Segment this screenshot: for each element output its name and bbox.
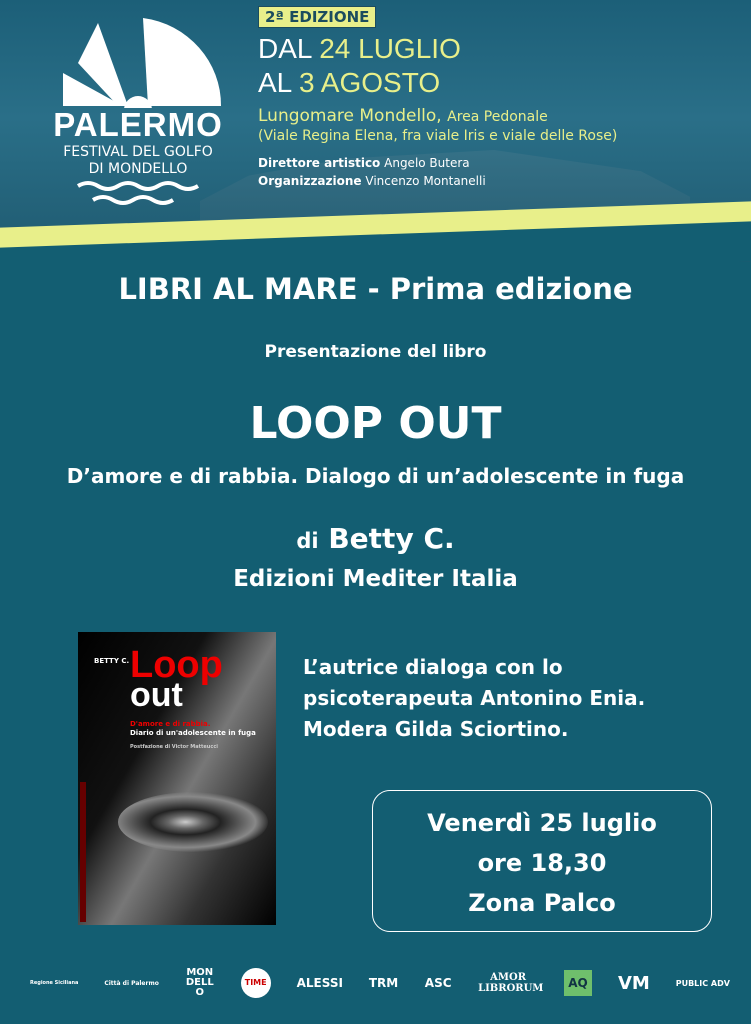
location-main: Lungomare Mondello, <box>258 106 442 126</box>
sun-fan-icon <box>53 18 223 108</box>
cover-postface: Postfazione di Victor Matteucci <box>130 744 219 750</box>
description-line: Modera Gilda Sciortino. <box>303 717 569 741</box>
location <box>258 106 617 126</box>
date-prefix: DAL <box>258 33 312 64</box>
waves-icon <box>73 178 203 208</box>
event-description <box>303 652 645 745</box>
author-name: Betty C. <box>328 522 455 555</box>
description-line: L’autrice dialoga con lo <box>303 655 563 679</box>
cover-title: out <box>130 676 183 714</box>
start-date: 24 LUGLIO <box>319 33 461 64</box>
eye-image <box>118 792 268 852</box>
festival-dates <box>258 32 617 100</box>
book-cover <box>78 632 276 925</box>
book-title: LOOP OUT <box>249 398 502 449</box>
intro-text: Presentazione del libro <box>264 342 487 362</box>
description-line: psicoterapeuta Antonino Enia. <box>303 686 646 710</box>
publisher: Edizioni Mediter Italia <box>233 566 518 592</box>
logo-subtitle: DI MONDELLO <box>88 161 188 177</box>
director-label: Direttore artistico <box>258 156 381 170</box>
sponsor-logo: AQ <box>564 970 592 996</box>
logo-name: PALERMO <box>53 106 223 143</box>
book-subtitle: D’amore e di rabbia. Dialogo di un’adolescente in fuga <box>66 464 685 488</box>
address: (Viale Regina Elena, fra viale Iris e viale delle Rose) <box>258 128 618 144</box>
event-date: Venerdì 25 luglio <box>427 809 657 837</box>
end-date: 3 AGOSTO <box>299 67 441 98</box>
sponsor-logo: AMOR LIBRORUM <box>478 972 544 994</box>
sponsor-logo: TRM <box>368 976 399 990</box>
cover-subtitle: D'amore e di rabbia. <box>130 720 211 728</box>
organization-name: Vincenzo Montanelli <box>365 174 486 188</box>
sponsor-logos <box>30 968 730 998</box>
cover-spine-mark <box>80 782 86 922</box>
cover-subtitle: Diario di un'adolescente in fuga <box>130 729 256 737</box>
event-time: ore 18,30 <box>477 849 607 877</box>
event-place: Zona Palco <box>468 889 616 917</box>
festival-header <box>0 0 751 262</box>
sponsor-logo: ASC <box>424 976 452 990</box>
cover-author: BETTY C. <box>94 657 130 665</box>
event-datetime-box <box>372 790 712 932</box>
date-prefix: AL <box>258 67 292 98</box>
logo-subtitle: FESTIVAL DEL GOLFO <box>63 144 213 160</box>
sponsor-logo: MONDELLO <box>185 967 214 998</box>
edition-badge: 2ª EDIZIONE <box>258 6 376 28</box>
author-line <box>0 522 751 555</box>
cover-title: Loop <box>130 644 223 686</box>
sponsor-logo: TIME <box>241 968 271 998</box>
festival-logo <box>38 18 238 208</box>
location-sub: Area Pedonale <box>447 109 548 125</box>
credits <box>258 152 617 192</box>
sponsor-logo: Regione Siciliana <box>30 980 79 986</box>
sponsor-logo: ALESSI <box>296 976 343 990</box>
sponsor-logo: Città di Palermo <box>104 979 159 987</box>
director-name: Angelo Butera <box>384 156 470 170</box>
organization-label: Organizzazione <box>258 174 362 188</box>
sponsor-logo: VM <box>617 972 650 994</box>
sponsor-logo: PUBLIC ADV <box>675 978 730 988</box>
series-title: LIBRI AL MARE - Prima edizione <box>118 272 633 306</box>
author-prefix: di <box>296 529 319 553</box>
